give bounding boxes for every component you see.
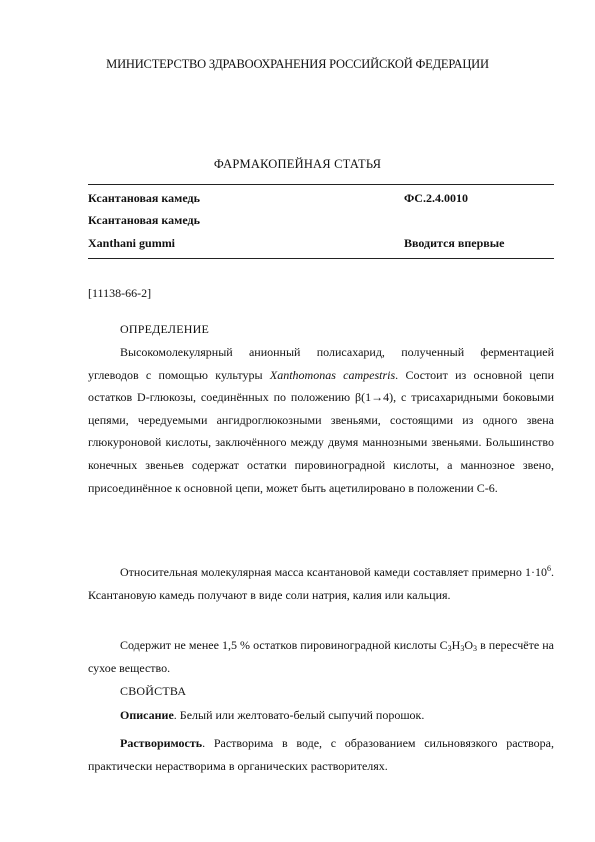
definition-paragraph-3 xyxy=(88,634,554,679)
monograph-status: Вводится впервые xyxy=(404,236,505,250)
definition-paragraph-1 xyxy=(88,341,554,499)
definition-paragraph-2 xyxy=(88,561,554,606)
molecular-mass-text-a: Относительная молекулярная масса ксантановой камеди составляет примерно 1·10 xyxy=(120,565,547,579)
section-heading-properties: СВОЙСТВА xyxy=(120,684,187,698)
exponent: 6 xyxy=(547,564,551,573)
definition-text-b: . Состоит из основной цепи остатков D-глюкозы, соединённых по положению β(1→4), с трисахаридными боковыми цепями, чередуемыми ангидроглюкозными звеньями, состоящими из одного звена глюкуроновой кислоты, заключённого между двумя маннозными звеньями. Большинство конечных звеньев содержат остатки пировиноградной кислоты, а маннозное звено, присоединённое к основной цепи, может быть ацетилировано в положении С-6. xyxy=(88,367,554,495)
definition-text-a: Высокомолекулярный анионный полисахарид, полученный ферментацией углеводов с помощью культуры xyxy=(88,345,554,382)
formula-o: O xyxy=(464,638,474,652)
monograph-name-ru: Ксантановая камедь xyxy=(88,191,200,205)
monograph-name-ru-alt: Ксантановая камедь xyxy=(88,213,200,227)
meta-row-1 xyxy=(88,191,554,206)
top-rule xyxy=(88,184,554,185)
solubility-paragraph xyxy=(88,732,554,777)
cas-number: [11138-66-2] xyxy=(88,286,152,300)
bottom-rule xyxy=(88,258,554,259)
solubility-text: . Растворима в воде, с образованием сильновязкого раствора, практически нерастворима в органических растворителях. xyxy=(88,736,554,773)
formula-subscript-h: 3 xyxy=(460,644,465,653)
document-title: ФАРМАКОПЕЙНАЯ СТАТЬЯ xyxy=(213,157,382,171)
meta-row-2 xyxy=(88,213,554,228)
description-text: . Белый или желтовато-белый сыпучий порошок. xyxy=(173,708,425,722)
formula-h: H xyxy=(451,638,461,652)
description-paragraph xyxy=(88,704,554,727)
description-label: Описание xyxy=(120,708,174,722)
monograph-name-latin: Xanthani gummi xyxy=(88,236,176,250)
monograph-code: ФС.2.4.0010 xyxy=(404,191,468,205)
content-text-a: Содержит не менее 1,5 % остатков пировиноградной кислоты C xyxy=(120,638,448,652)
formula-subscript-o: 3 xyxy=(473,644,478,653)
molecular-mass-text-b: . Ксантановую камедь получают в виде соли натрия, калия или кальция. xyxy=(88,565,554,602)
species-name: Xanthomonas campestris xyxy=(269,367,396,382)
section-heading-definition: ОПРЕДЕЛЕНИЕ xyxy=(120,322,210,336)
content-text-b: в пересчёте на сухое вещество. xyxy=(88,638,554,675)
ministry-header: МИНИСТЕРСТВО ЗДРАВООХРАНЕНИЯ РОССИЙСКОЙ ФЕДЕРАЦИИ xyxy=(106,57,489,71)
formula-subscript-c: 3 xyxy=(447,644,452,653)
solubility-label: Растворимость xyxy=(120,736,203,750)
meta-row-3 xyxy=(88,236,554,251)
